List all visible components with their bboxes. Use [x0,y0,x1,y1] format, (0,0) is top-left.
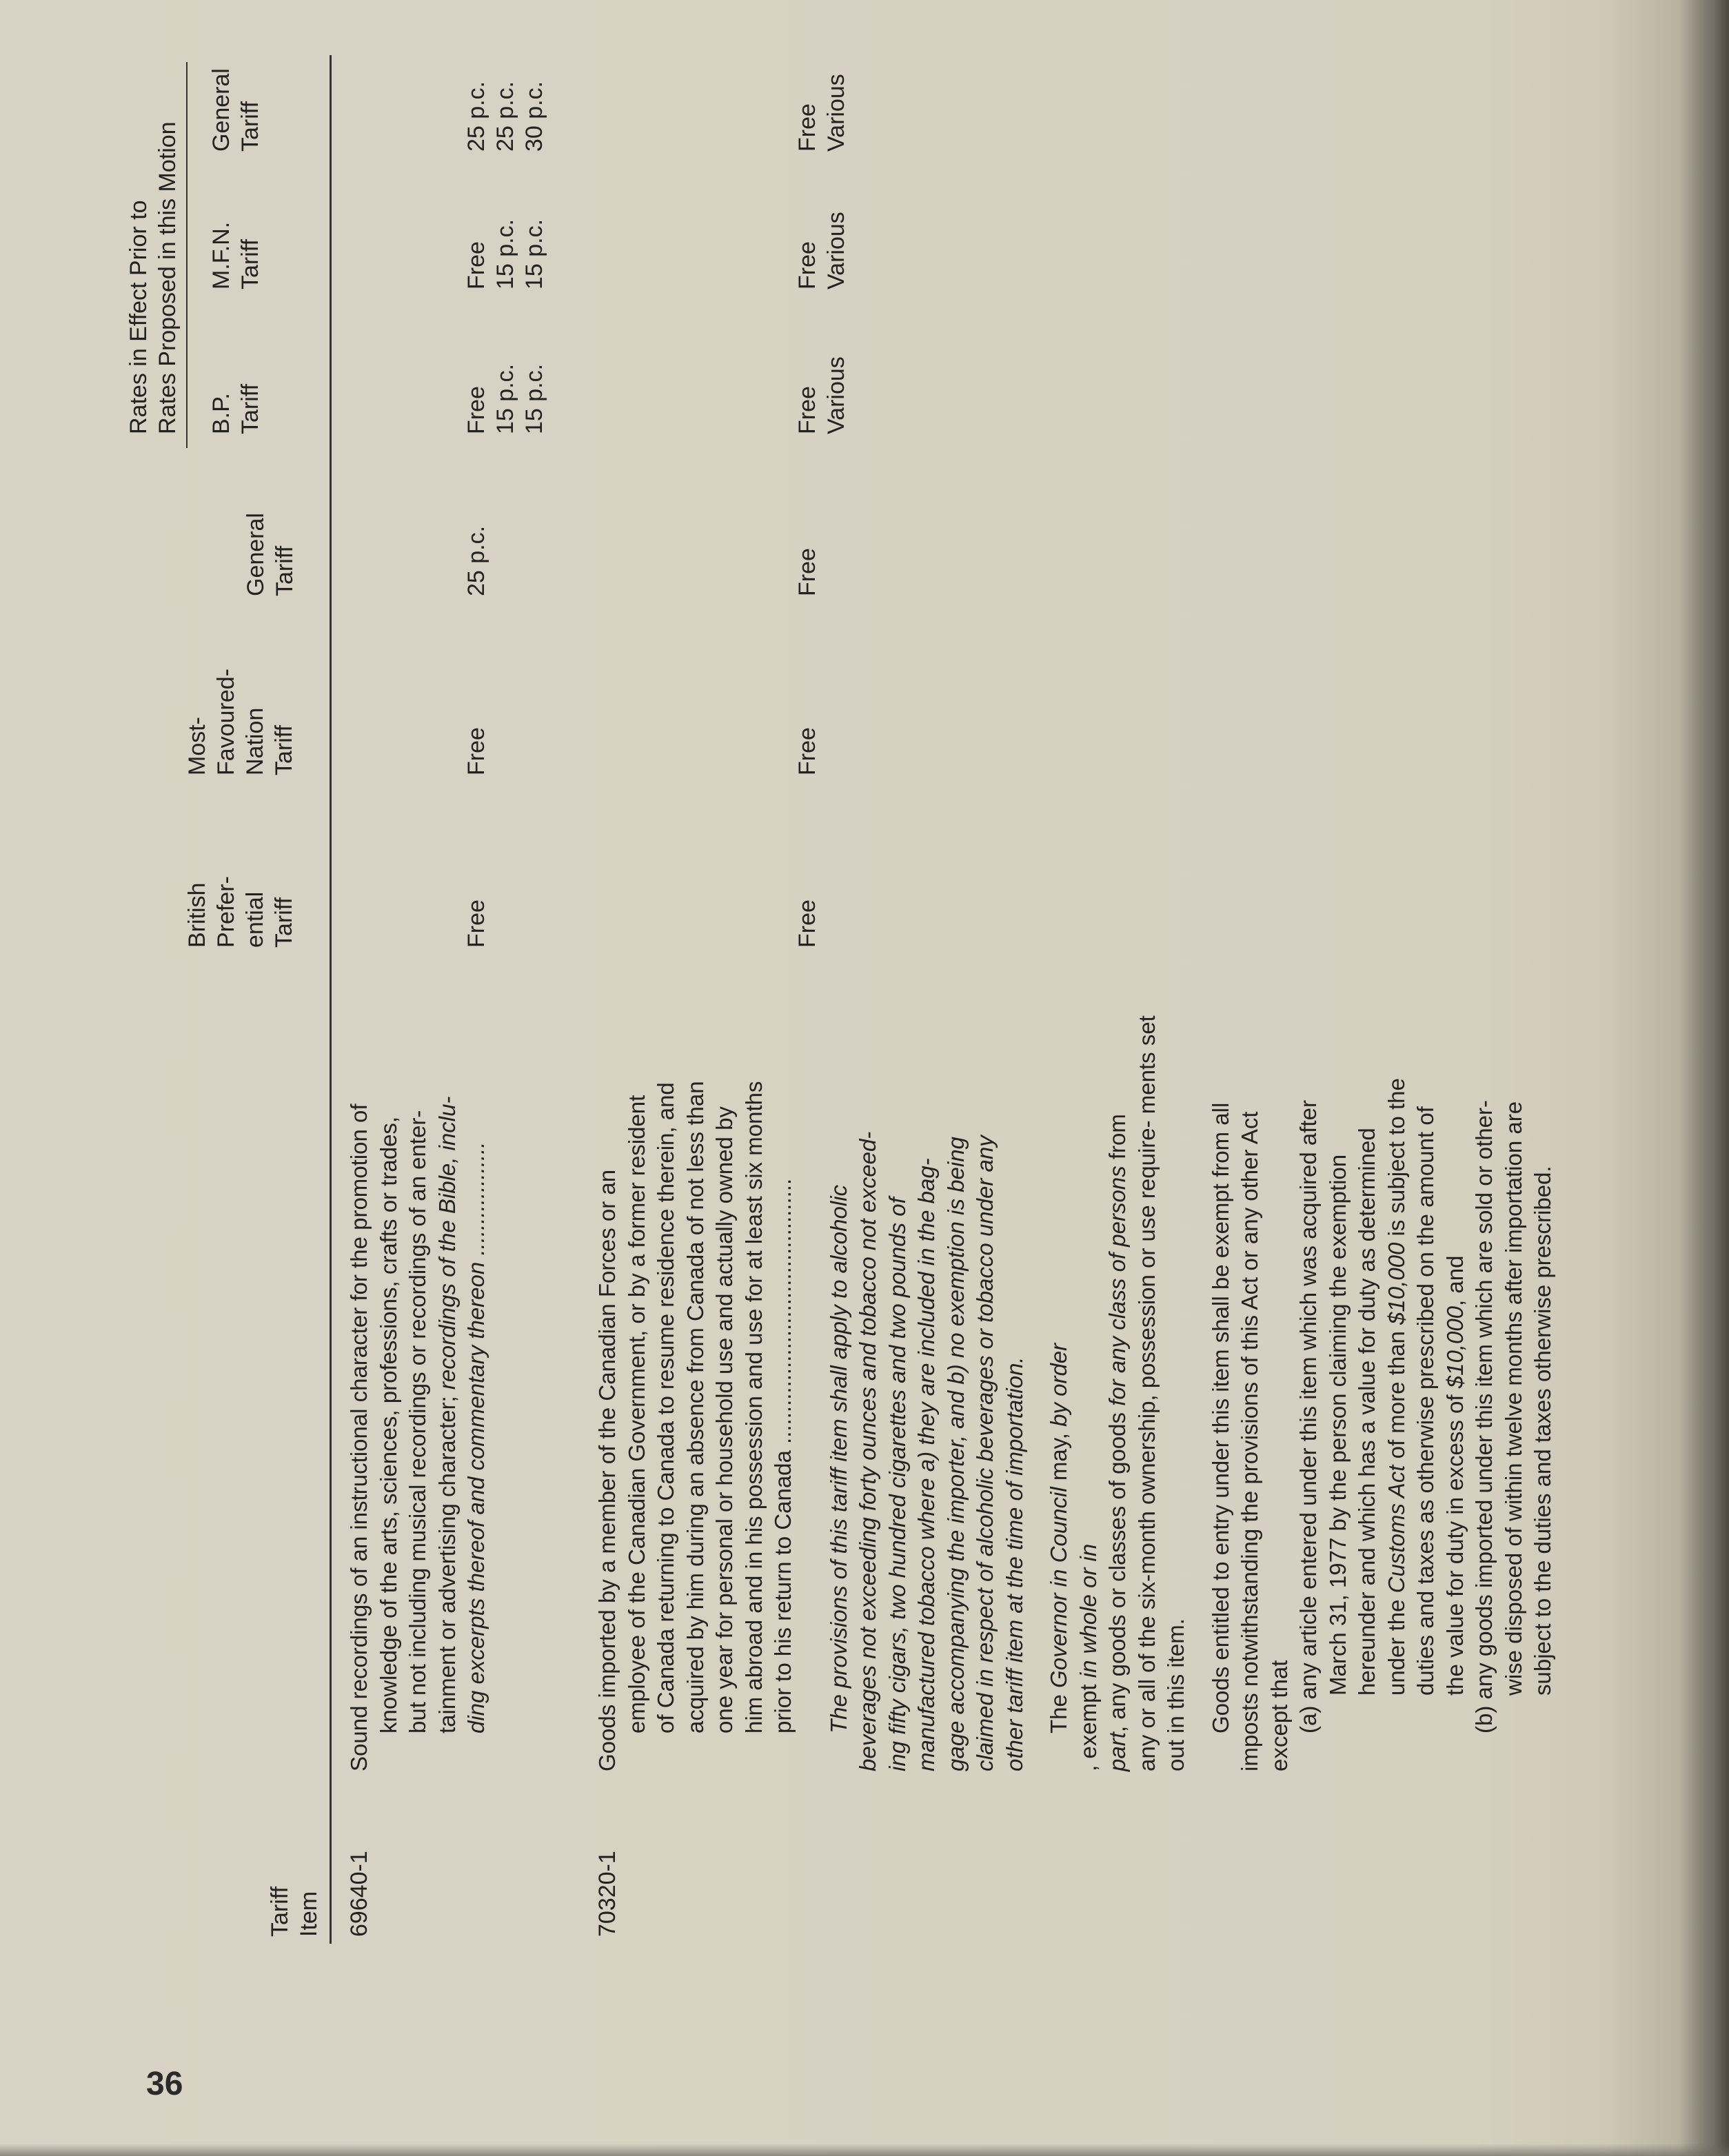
prior-mfn-line: Free [463,241,489,289]
desc-line-italic: ding excerpts thereof and commentary thereon .................. [463,1141,489,1733]
goods-text: subject to the duties and taxes otherwise prescribed. [1530,1166,1555,1696]
mfn-value-69640-1: Free [463,727,489,775]
page-bottom-edge [0,2144,1729,2156]
prior-bp-line: Various [823,356,849,434]
goods-text: wise disposed of within twelve months after importation are [1500,1101,1526,1696]
page-number: 36 [146,2066,183,2102]
note-line-italic: beverages not exceeding forty ounces and tobacco not exceed- [855,1131,880,1771]
col-header-bp [183,810,299,948]
col-header-general-line: Tariff [272,545,298,596]
note-line-italic: ing fifty cigars, two hundred cigarettes and two pounds of [884,1197,910,1771]
col-header-prior-mfn [207,172,265,289]
tariff-item-70320-1: 70320-1 [594,1851,620,1937]
gov-text-italic: part [1104,1732,1130,1771]
desc-line: acquired by him during an absence from Canada of not less than [682,1081,708,1733]
bp-value-70320-1: Free [794,899,820,948]
col-header-tariff-item-line: Tariff [267,1886,293,1937]
tariff-table [97,69,1655,2068]
col-header-prior-general [207,34,265,152]
prior-bp-line: 15 p.c. [521,363,547,434]
desc-line: but not including musical recordings or recordings of an enter- [405,1110,430,1733]
bp-value-69640-1: Free [463,899,489,948]
gov-text: from [1104,1114,1130,1166]
desc-line: of Canada returning to Canada to resume residence therein, and [653,1082,678,1733]
general-value-70320-1: Free [794,548,820,596]
note-line-italic: other tariff item at the time of importation. [1001,1356,1027,1771]
goods-text: under the [1383,1593,1409,1696]
prior-bp-line: 15 p.c. [492,363,518,434]
col-header-mfn-line: Tariff [271,724,297,775]
desc-line: employee of the Canadian Government, or by a former resident [623,1095,649,1733]
col-header-mfn-line: Most- [184,717,210,775]
desc-line: him abroad and in his possession and use for at least six months [740,1081,767,1733]
gov-text-italic: in whole or in [1075,1543,1101,1678]
gov-text: , exempt [1075,1678,1101,1771]
col-header-prior-general-line: General [208,68,234,152]
desc-line: Goods imported by a member of the Canadian Forces or an [594,1169,620,1771]
col-header-prior-mfn-line: Tariff [237,238,263,289]
desc-line: one year for personal or household use and actually owned by [711,1106,737,1733]
col-header-prior-mfn-line: M.F.N. [208,221,234,289]
col-header-mfn-line: Nation [242,707,268,775]
prior-rates-rule [186,62,188,448]
goods-text-italic: $10,000 [1383,1242,1409,1325]
gov-text: any or all of the six-month ownership, possession or use require- ments set out in this item. [1133,1015,1189,1771]
col-header-general-line: General [243,513,269,596]
goods-text: of more than [1383,1324,1409,1465]
prior-mfn-line: Free [794,241,820,289]
prior-bp-line: Free [463,386,489,434]
col-header-bp-line: Tariff [271,897,297,948]
col-header-mfn [183,624,299,775]
desc-line-italic: recordings of the Bible, inclu- [434,1096,460,1390]
binding-shadow [1681,0,1729,2156]
goods-text: (b) any goods imported under this item which are sold or other- [1471,1100,1497,1733]
col-header-prior-bp [207,317,265,434]
goods-text-italic: $10,000 [1442,1305,1468,1389]
prior-mfn-line: Various [823,212,849,289]
goods-text: , and [1442,1255,1468,1306]
col-header-prior-line: Rates Proposed in this Motion [154,121,181,434]
prior-general-line: 30 p.c. [521,81,547,152]
goods-text: hereunder and which has a value for duty as determined [1354,1128,1379,1696]
prior-general-line: Various [823,74,849,152]
note-line-italic: claimed in respect of alcoholic beverages or tobacco under any [972,1135,998,1771]
prior-bp-line: Free [794,386,820,434]
goods-text: (a) any article entered under this item which was acquired after [1295,1100,1321,1733]
col-header-prior-bp-line: B.P. [208,393,234,434]
prior-mfn-line: 15 p.c. [492,218,518,289]
tariff-item-69640-1: 69640-1 [346,1851,372,1937]
gov-text-italic: by order [1046,1343,1071,1427]
tariff-description-70320-1 [593,993,1558,1771]
col-header-prior-line: Rates in Effect Prior to [125,200,152,434]
gov-text: , any goods or classes of goods [1104,1405,1130,1733]
gov-text-italic: Governor in Council [1046,1487,1071,1688]
col-header-bp-line: ential [242,891,268,948]
desc-line: prior to his return to Canada .......................................... [770,1178,796,1733]
mfn-value-70320-1: Free [794,727,820,775]
note-line-italic: gage accompanying the importer, and b) no exemption is being [942,1137,969,1771]
prior-mfn-70320-1 [793,212,851,289]
general-value-69640-1: 25 p.c. [463,525,489,596]
prior-bp-69640-1 [462,364,549,434]
gov-text: The [1046,1687,1071,1733]
goods-text: the value for duty in excess of [1442,1388,1468,1696]
gov-text: may, [1046,1426,1071,1487]
desc-line: tainment or advertising character; [434,1390,460,1733]
prior-general-line: 25 p.c. [492,81,518,152]
col-header-prior-bp-line: Tariff [237,383,263,434]
prior-general-69640-1 [462,81,549,152]
col-header-prior-general-line: Tariff [237,101,263,152]
prior-mfn-69640-1 [462,219,549,289]
col-header-prior-rates [124,48,182,434]
note-line-italic: manufactured tobacco where a) they are included in the bag- [913,1158,939,1771]
goods-text: except that [1266,1660,1292,1771]
col-header-tariff-item-line: Item [296,1891,322,1937]
note-line-italic: The provisions of this tariff item shall apply to alcoholic [825,1184,851,1733]
tariff-description-69640-1 [345,993,492,1771]
goods-text: Goods entitled to entry under this item shall be exempt from all [1207,1102,1233,1733]
col-header-mfn-line: Favoured- [213,669,239,775]
desc-line: Sound recordings of an instructional character for the promotion of [346,1104,372,1771]
prior-bp-70320-1 [793,356,851,434]
prior-general-line: 25 p.c. [463,81,489,152]
desc-line: knowledge of the arts, sciences, professions, crafts or trades, [375,1116,401,1733]
col-header-bp-line: Prefer- [213,876,239,948]
prior-general-70320-1 [793,74,851,152]
prior-mfn-line: 15 p.c. [521,218,547,289]
goods-text: duties and taxes as otherwise prescribed on the amount of [1413,1106,1438,1696]
col-header-general [241,458,299,596]
goods-text-italic: Customs Act [1383,1465,1409,1594]
goods-text: is subject to the [1383,1078,1409,1243]
header-bottom-rule [330,55,332,1944]
gov-text-italic: for any class of persons [1104,1166,1130,1406]
col-header-bp-line: British [184,882,210,948]
prior-general-line: Free [794,103,820,152]
goods-text: March 31, 1977 by the person claiming the exemption [1324,1154,1351,1696]
col-header-tariff-item [265,1799,323,1937]
goods-text: imposts notwithstanding the provisions of this Act or any other Act [1237,1111,1262,1771]
